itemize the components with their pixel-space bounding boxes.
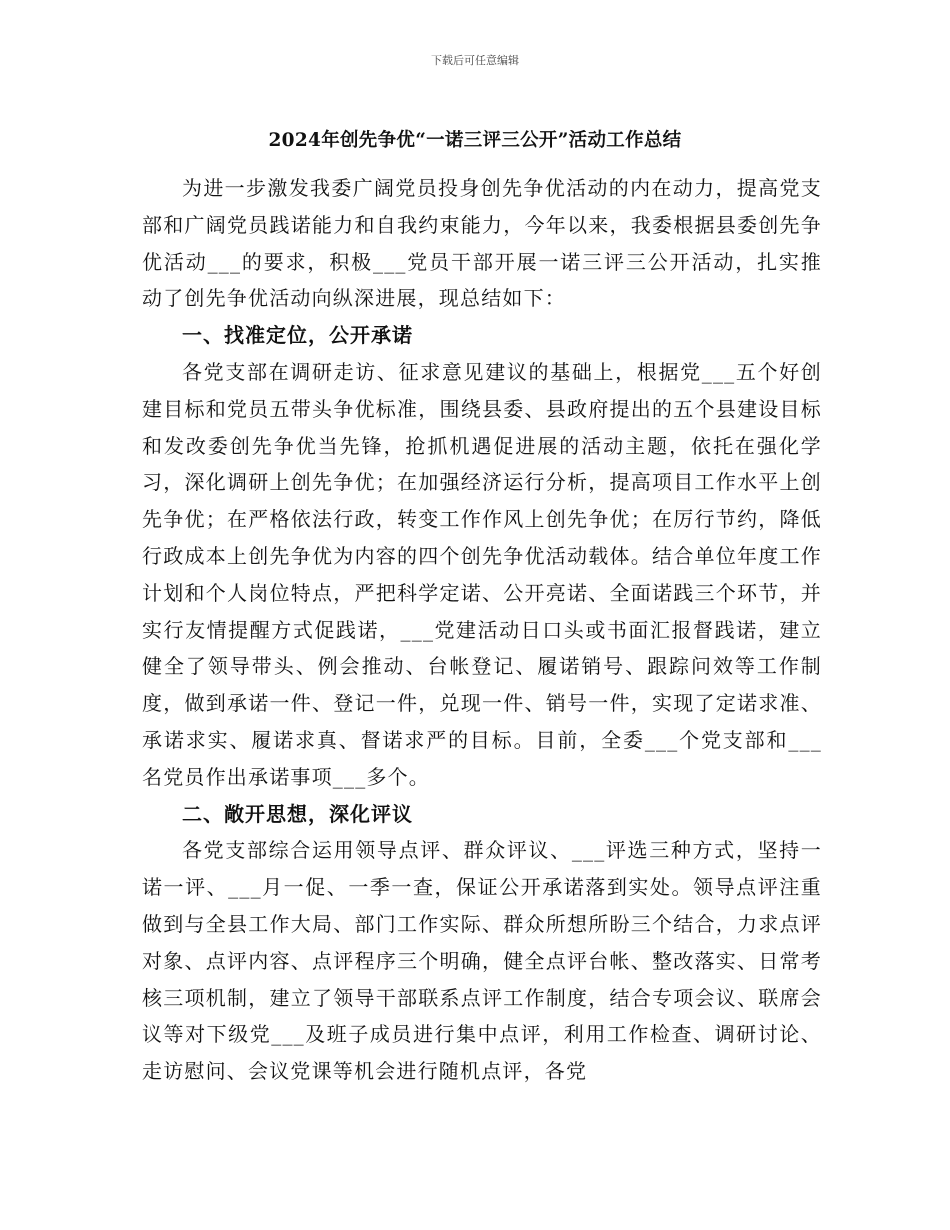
document-body xyxy=(142,170,822,1090)
intro-paragraph: 为进一步激发我委广阔党员投身创先争优活动的内在动力，提高党支部和广阔党员践诺能力和自我约束能力，今年以来，我委根据县委创先争优活动___的要求，积极___党员干部开展一诺三评三公开活动，扎实推动了创先争优活动向纵深进展，现总结如下： xyxy=(142,176,822,311)
section-heading-2: 二、敞开思想，深化评议 xyxy=(182,801,413,826)
header-note: 下载后可任意编辑 xyxy=(431,54,519,67)
section-body-1: 各党支部在调研走访、征求意见建议的基础上，根据党___五个好创建目标和党员五带头争优标准，围绕县委、县政府提出的五个县建设目标和发改委创先争优当先锋，抢抓机遇促进展的活动主题，依托在强化学习，深化调研上创先争优；在加强经济运行分析，提高项目工作水平上创先争优；在严格依法行政，转变工作作风上创先争优；在厉行节约，降低行政成本上创先争优为内容的四个创先争优活动载体。结合单位年度工作计划和个人岗位特点，严把科学定诺、公开亮诺、全面诺践三个环节，并实行友情提醒方式促践诺，___党建活动日口头或书面汇报督践诺，建立健全了领导带头、例会推动、台帐登记、履诺销号、跟踪问效等工作制度，做到承诺一件、登记一件，兑现一件、销号一件，实现了定诺求准、承诺求实、履诺求真、督诺求严的目标。目前，全委___个党支部和___名党员作出承诺事项___多个。 xyxy=(142,359,822,789)
document-title: 2024年创先争优“一诺三评三公开”活动工作总结 xyxy=(268,130,682,151)
section-heading-1: 一、找准定位，公开承诺 xyxy=(182,323,413,348)
section-body-2: 各党支部综合运用领导点评、群众评议、___评选三种方式，坚持一诺一评、___月一促、一季一查，保证公开承诺落到实处。领导点评注重做到与全县工作大局、部门工作实际、群众所想所盼三个结合，力求点评对象、点评内容、点评程序三个明确，健全点评台帐、整改落实、日常考核三项机制，建立了领导干部联系点评工作制度，结合专项会议、联席会议等对下级党___及班子成员进行集中点评，利用工作检查、调研讨论、走访慰问、会议党课等机会进行随机点评，各党 xyxy=(142,838,822,1084)
